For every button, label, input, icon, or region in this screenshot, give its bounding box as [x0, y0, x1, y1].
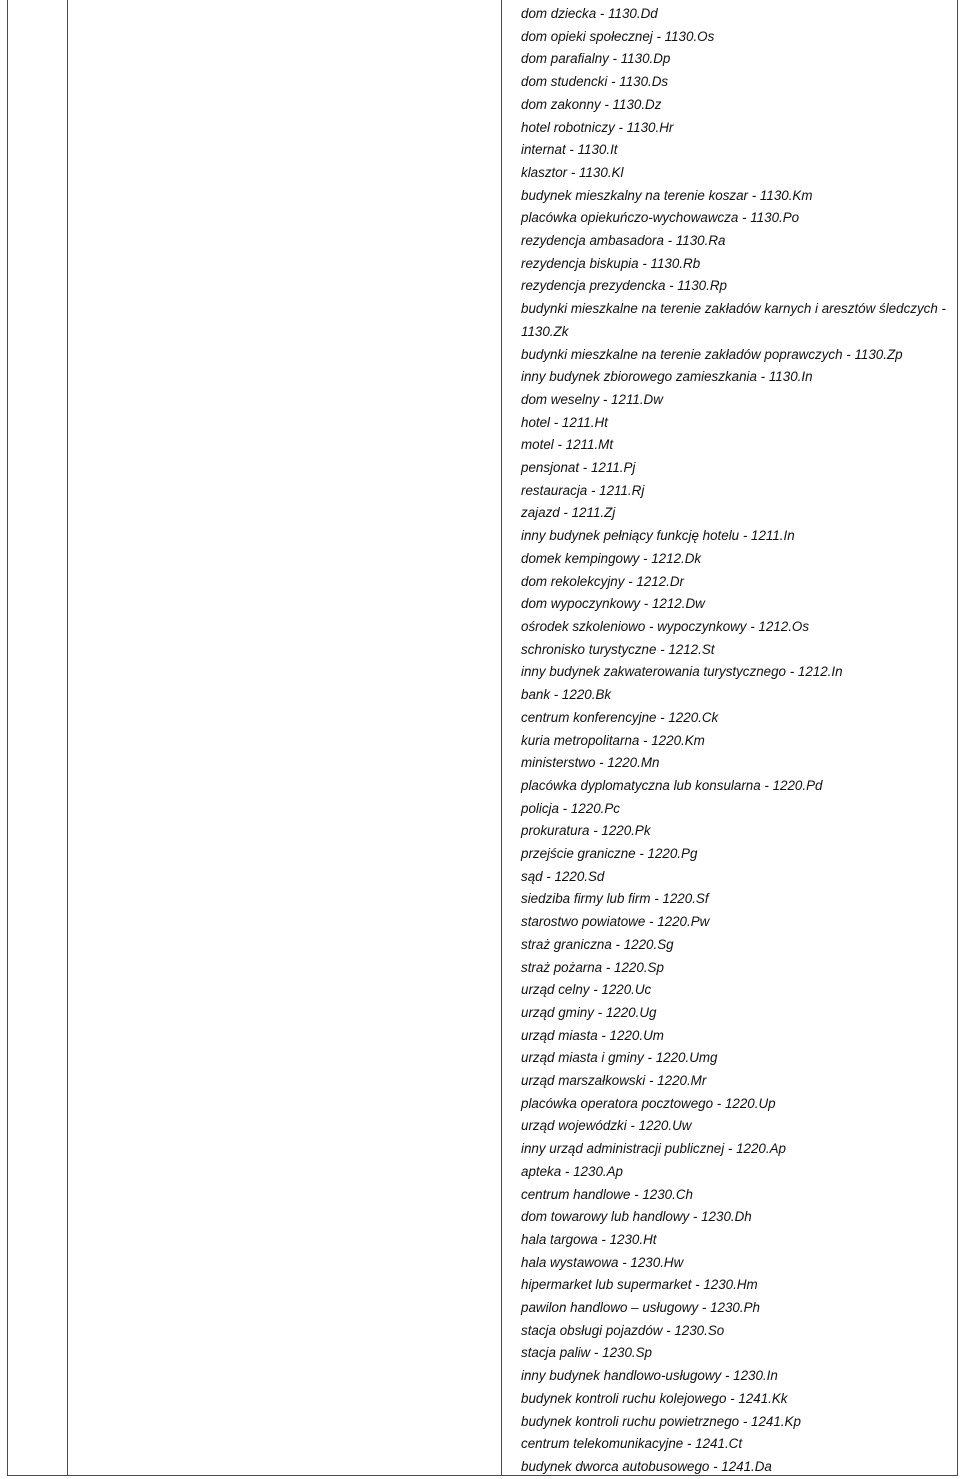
- list-item: placówka dyplomatyczna lub konsularna - 1220.Pd: [521, 777, 823, 793]
- list-item: inny budynek zbiorowego zamieszkania - 1130.In: [521, 369, 813, 385]
- list-item: starostwo powiatowe - 1220.Pw: [521, 914, 710, 930]
- list-item: dom rekolekcyjny - 1212.Dr: [521, 573, 684, 589]
- list-item: budynek kontroli ruchu kolejowego - 1241.Kk: [521, 1390, 788, 1406]
- list-item: urząd celny - 1220.Uc: [521, 982, 652, 998]
- list-item: ministerstwo - 1220.Mn: [521, 755, 660, 771]
- column-divider: [67, 0, 68, 1476]
- list-item: inny urząd administracji publicznej - 1220.Ap: [521, 1141, 786, 1157]
- list-item: bank - 1220.Bk: [521, 687, 612, 703]
- list-item: urząd miasta i gminy - 1220.Umg: [521, 1050, 718, 1066]
- list-item: dom opieki społecznej - 1130.Os: [521, 28, 715, 44]
- list-item: hotel - 1211.Ht: [521, 414, 608, 430]
- list-item: apteka - 1230.Ap: [521, 1163, 623, 1179]
- list-item: klasztor - 1130.Kl: [521, 164, 624, 180]
- list-item: inny budynek handlowo-usługowy - 1230.In: [521, 1368, 778, 1384]
- list-item: centrum handlowe - 1230.Ch: [521, 1186, 693, 1202]
- list-item: stacja obsługi pojazdów - 1230.So: [521, 1322, 725, 1338]
- list-item: stacja paliw - 1230.Sp: [521, 1345, 653, 1361]
- list-item: straż graniczna - 1220.Sg: [521, 936, 674, 952]
- list-item: budynek mieszkalny na terenie koszar - 1130.Km: [521, 187, 813, 203]
- list-item: dom zakonny - 1130.Dz: [521, 96, 662, 112]
- list-item: budynki mieszkalne na terenie zakładów poprawczych - 1130.Zp: [521, 346, 903, 362]
- list-item: hala targowa - 1230.Ht: [521, 1231, 657, 1247]
- list-item: dom parafialny - 1130.Dp: [521, 51, 671, 67]
- list-item: policja - 1220.Pc: [521, 800, 620, 816]
- list-item: urząd marszałkowski - 1220.Mr: [521, 1073, 707, 1089]
- list-item: kuria metropolitarna - 1220.Km: [521, 732, 705, 748]
- list-item: dom dziecka - 1130.Dd: [521, 6, 658, 21]
- list-item: placówka operatora pocztowego - 1220.Up: [521, 1095, 776, 1111]
- list-item: urząd wojewódzki - 1220.Uw: [521, 1118, 692, 1134]
- list-item: centrum telekomunikacyjne - 1241.Ct: [521, 1436, 743, 1452]
- list-item: rezydencja prezydencka - 1130.Rp: [521, 278, 727, 294]
- list-item: schronisko turystyczne - 1212.St: [521, 641, 715, 657]
- list-item: domek kempingowy - 1212.Dk: [521, 550, 702, 566]
- list-item: rezydencja ambasadora - 1130.Ra: [521, 233, 726, 249]
- list-item: hala wystawowa - 1230.Hw: [521, 1254, 684, 1270]
- list-item: centrum konferencyjne - 1220.Ck: [521, 709, 719, 725]
- list-item: hipermarket lub supermarket - 1230.Hm: [521, 1277, 758, 1293]
- list-item: restauracja - 1211.Rj: [521, 482, 645, 498]
- list-item: pawilon handlowo – usługowy - 1230.Ph: [521, 1300, 760, 1316]
- list-item: dom wypoczynkowy - 1212.Dw: [521, 596, 705, 612]
- list-item: przejście graniczne - 1220.Pg: [521, 846, 698, 862]
- list-item: zajazd - 1211.Zj: [521, 505, 616, 521]
- list-item: ośrodek szkoleniowo - wypoczynkowy - 1212.Os: [521, 618, 810, 634]
- list-item: pensjonat - 1211.Pj: [521, 460, 636, 476]
- list-item: inny budynek zakwaterowania turystycznego - 1212.In: [521, 664, 843, 680]
- building-type-list: [521, 3, 953, 1479]
- list-item: prokuratura - 1220.Pk: [521, 823, 651, 839]
- list-item: dom weselny - 1211.Dw: [521, 391, 663, 407]
- list-item: straż pożarna - 1220.Sp: [521, 959, 664, 975]
- list-item: siedziba firmy lub firm - 1220.Sf: [521, 891, 709, 907]
- list-item: urząd miasta - 1220.Um: [521, 1027, 664, 1043]
- list-item: budynki mieszkalne na terenie zakładów karnych i aresztów śledczych - 1130.Zk: [521, 301, 946, 339]
- list-item: inny budynek pełniący funkcję hotelu - 1211.In: [521, 528, 795, 544]
- list-item: hotel robotniczy - 1130.Hr: [521, 119, 674, 135]
- list-item: budynek dworca autobusowego - 1241.Da: [521, 1459, 772, 1474]
- list-item: dom studencki - 1130.Ds: [521, 74, 669, 90]
- list-item: placówka opiekuńczo-wychowawcza - 1130.Po: [521, 210, 800, 226]
- list-item: dom towarowy lub handlowy - 1230.Dh: [521, 1209, 752, 1225]
- list-item: motel - 1211.Mt: [521, 437, 614, 453]
- list-item: rezydencja biskupia - 1130.Rb: [521, 255, 701, 271]
- column-divider: [501, 0, 502, 1476]
- list-item: sąd - 1220.Sd: [521, 868, 605, 884]
- list-item: internat - 1130.It: [521, 142, 618, 158]
- list-item: urząd gminy - 1220.Ug: [521, 1004, 657, 1020]
- list-item: budynek kontroli ruchu powietrznego - 1241.Kp: [521, 1413, 801, 1429]
